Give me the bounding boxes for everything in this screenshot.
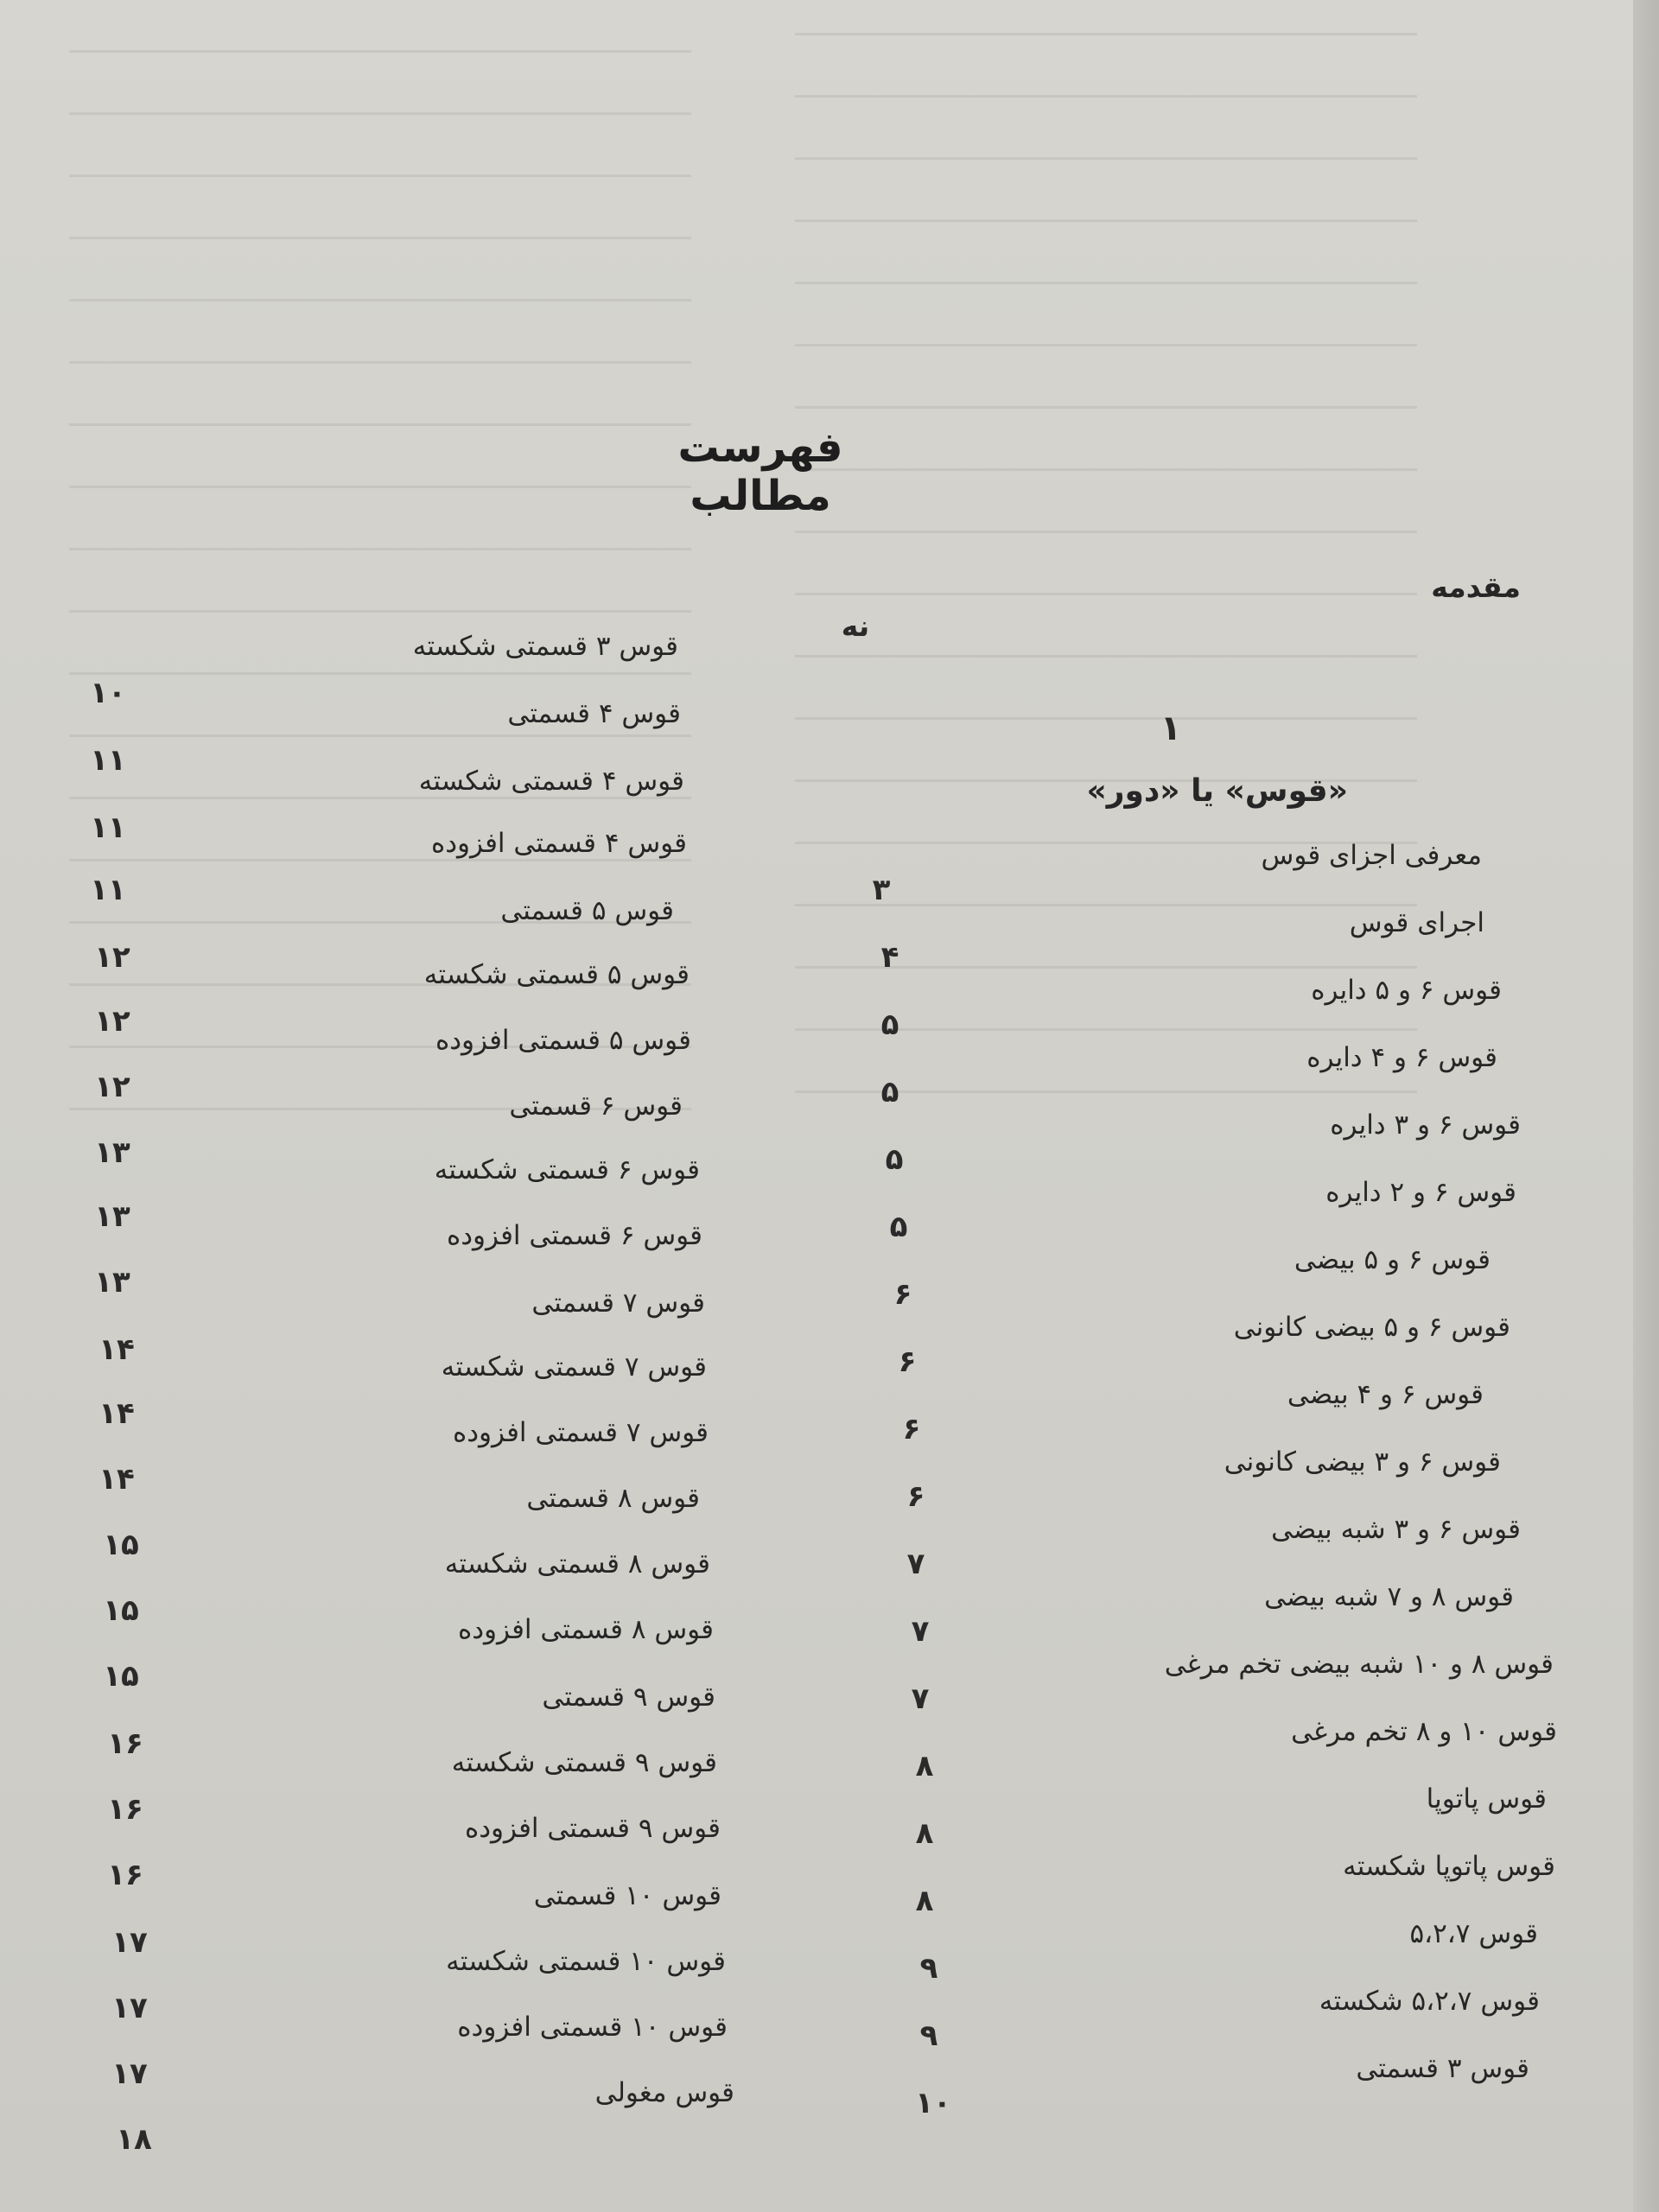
toc-entry-label: قوس ۵ قسمتی افزوده: [435, 1025, 691, 1056]
toc-entry-label: معرفی اجزای قوس: [1261, 840, 1482, 871]
toc-entry-page: ۱۳: [94, 1135, 130, 1170]
toc-entry-page: ۵: [880, 1007, 899, 1042]
toc-entry-label: قوس ۳ قسمتی: [1356, 2053, 1529, 2084]
toc-entry-label: قوس ۷ قسمتی شکسته: [441, 1351, 707, 1382]
toc-entry-label: قوس ۵ قسمتی شکسته: [423, 959, 690, 990]
toc-entry-label: قوس ۶ و ۳ شبه بیضی: [1271, 1514, 1521, 1545]
toc-entry-label: قوس ۸ و ۱۰ شبه بیضی تخم مرغی: [1164, 1649, 1554, 1680]
toc-entry-label: قوس ۱۰ قسمتی شکسته: [446, 1946, 726, 1977]
toc-entry-page: ۱۵: [103, 1528, 139, 1562]
toc-entry-page: ۱۴: [99, 1462, 135, 1497]
toc-entry-label: قوس ۸ قسمتی: [526, 1483, 700, 1514]
toc-entry-page: ۷: [911, 1681, 930, 1716]
toc-entry-page: ۸: [915, 1884, 934, 1918]
toc-entry-page: ۱۲: [94, 940, 130, 975]
toc-entry-page: ۱۳: [94, 1199, 130, 1234]
toc-entry-page: ۱۶: [107, 1726, 143, 1761]
toc-entry-label: قوس ۶ و ۴ بیضی: [1287, 1379, 1484, 1410]
toc-entry-page: ۸: [915, 1816, 934, 1851]
toc-entry-label: قوس پاتوپا شکسته: [1343, 1851, 1555, 1882]
toc-entry-page: ۵: [880, 1075, 899, 1109]
toc-entry-label: قوس ۶ قسمتی: [509, 1090, 683, 1122]
toc-entry-page: ۱۴: [99, 1332, 135, 1367]
page-title: فهرست مطالب: [677, 423, 843, 520]
toc-entry-page: ۱۱: [90, 810, 126, 845]
intro-label: مقدمه: [1431, 570, 1521, 604]
toc-entry-label: قوس ۶ و ۴ دایره: [1306, 1042, 1497, 1073]
toc-entry-label: قوس ۸ و ۷ شبه بیضی: [1264, 1581, 1514, 1612]
toc-entry-page: ۱۸: [116, 2122, 152, 2157]
toc-entry-page: ۸: [915, 1749, 934, 1783]
toc-entry-label: اجرای قوس: [1349, 907, 1484, 938]
toc-entry-page: ۶: [893, 1277, 912, 1312]
toc-entry-page: ۷: [911, 1614, 930, 1649]
toc-entry-label: قوس ۱۰ قسمتی: [533, 1880, 721, 1911]
toc-entry-label: قوس ۶ و ۲ دایره: [1325, 1177, 1516, 1208]
toc-entry-page: ۹: [919, 2018, 938, 2053]
toc-entry-page: ۱۱: [90, 873, 126, 907]
toc-entry-page: ۱۶: [107, 1792, 143, 1827]
toc-entry-page: ۱۷: [111, 1925, 148, 1960]
toc-entry-label: قوس ۳ قسمتی شکسته: [412, 631, 678, 662]
toc-entry-label: قوس ۵،۲،۷: [1409, 1918, 1538, 1949]
toc-entry-page: ۱۶: [107, 1858, 143, 1892]
toc-entry-page: ۱۰: [90, 676, 126, 710]
toc-entry-label: قوس ۵ قسمتی: [500, 895, 674, 926]
toc-entry-label: قوس ۶ و ۳ بیضی کانونی: [1224, 1446, 1501, 1478]
toc-entry-page: ۱۵: [103, 1593, 139, 1628]
toc-entry-label: قوس ۶ و ۳ دایره: [1330, 1109, 1521, 1141]
chapter-number: ۱: [1160, 709, 1182, 748]
toc-entry-page: ۶: [906, 1479, 925, 1514]
toc-entry-label: قوس ۴ قسمتی شکسته: [418, 766, 684, 797]
toc-entry-label: قوس ۶ و ۵ بیضی: [1294, 1244, 1491, 1275]
toc-entry-label: قوس ۹ قسمتی افزوده: [464, 1813, 721, 1844]
toc-entry-page: ۱۳: [94, 1265, 130, 1300]
chapter-heading: «قوس» یا «دور»: [1086, 773, 1348, 809]
toc-entry-page: ۱۰: [915, 2086, 951, 2120]
toc-entry-label: قوس ۸ قسمتی افزوده: [457, 1614, 714, 1645]
toc-entry-label: قوس مغولی: [594, 2077, 734, 2108]
toc-entry-label: قوس ۹ قسمتی شکسته: [451, 1747, 717, 1778]
page-edge: [1633, 0, 1659, 2212]
toc-entry-page: ۴: [880, 940, 899, 975]
toc-entry-label: قوس ۶ قسمتی افزوده: [446, 1220, 702, 1251]
toc-entry-label: قوس ۱۰ و ۸ تخم مرغی: [1291, 1716, 1557, 1747]
toc-entry-label: قوس ۶ قسمتی شکسته: [434, 1154, 700, 1185]
toc-entry-label: قوس ۶ و ۵ بیضی کانونی: [1233, 1312, 1510, 1343]
toc-entry-page: ۶: [902, 1412, 921, 1446]
toc-entry-label: قوس ۷ قسمتی افزوده: [452, 1417, 709, 1448]
toc-entry-page: ۱۴: [99, 1396, 135, 1431]
toc-entry-page: ۱۱: [90, 743, 126, 778]
toc-entry-page: ۱۷: [111, 1991, 148, 2025]
toc-entry-page: ۷: [906, 1547, 925, 1581]
toc-entry-label: قوس ۷ قسمتی: [531, 1287, 705, 1319]
toc-entry-label: قوس ۴ قسمتی: [507, 698, 681, 729]
toc-entry-label: قوس پاتوپا: [1426, 1783, 1547, 1815]
toc-entry-page: ۵: [889, 1210, 908, 1244]
toc-entry-label: قوس ۶ و ۵ دایره: [1311, 975, 1502, 1006]
toc-entry-page: ۳: [872, 873, 891, 907]
toc-entry-label: قوس ۸ قسمتی شکسته: [444, 1548, 710, 1580]
toc-entry-page: ۶: [898, 1344, 917, 1379]
toc-entry-label: قوس ۵،۲،۷ شکسته: [1319, 1986, 1540, 2017]
toc-entry-label: قوس ۱۰ قسمتی افزوده: [457, 2012, 728, 2043]
toc-entry-page: ۱۷: [111, 2056, 148, 2091]
toc-entry-page: ۱۲: [94, 1070, 130, 1104]
toc-entry-page: ۵: [885, 1142, 904, 1177]
intro-page: نه: [841, 609, 870, 643]
toc-entry-page: ۹: [919, 1951, 938, 1986]
toc-entry-label: قوس ۴ قسمتی افزوده: [430, 828, 687, 859]
toc-entry-label: قوس ۹ قسمتی: [542, 1681, 715, 1713]
toc-entry-page: ۱۵: [103, 1659, 139, 1694]
toc-entry-page: ۱۲: [94, 1004, 130, 1039]
